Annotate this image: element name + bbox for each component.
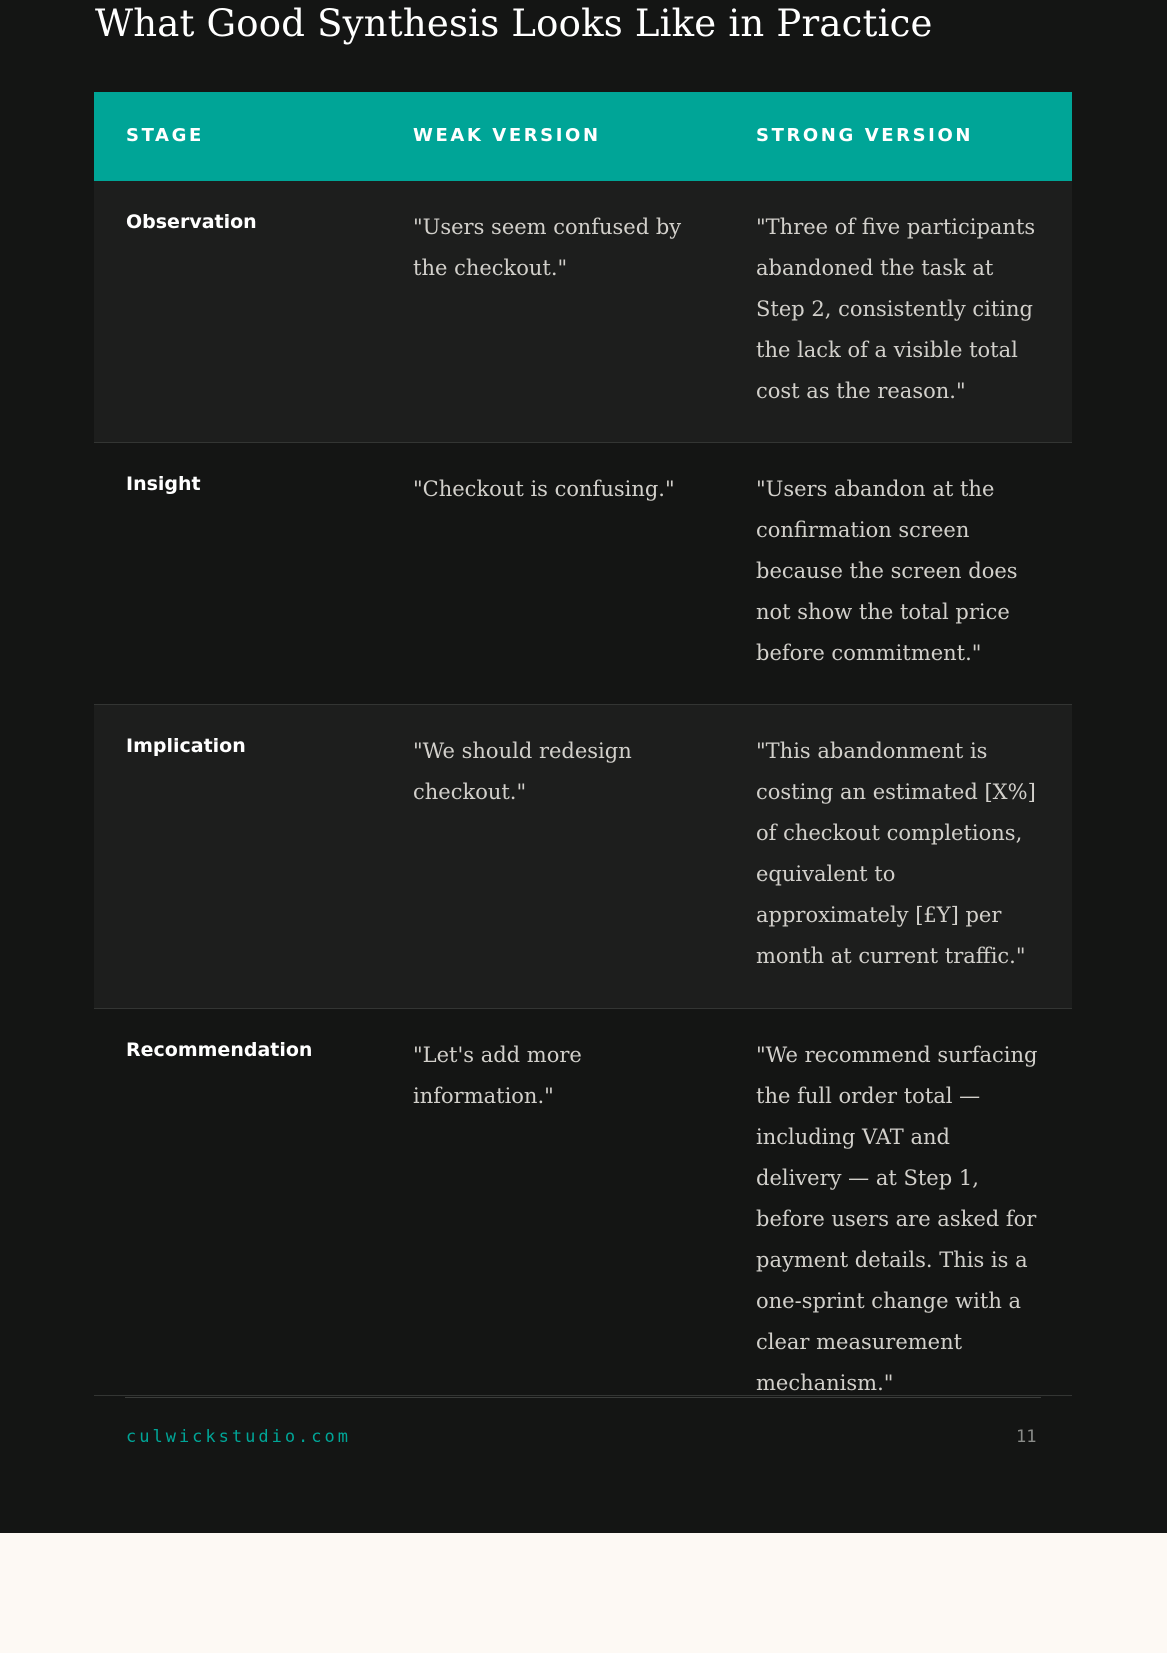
weak-version-text: "We should redesign checkout." xyxy=(413,739,632,804)
table-row xyxy=(94,181,1072,443)
table-header xyxy=(94,92,1072,181)
table-row xyxy=(94,705,1072,1009)
table-row xyxy=(94,443,1072,705)
table-row xyxy=(94,1009,1072,1396)
stage-label: Implication xyxy=(126,735,246,757)
weak-version-text: "Checkout is confusing." xyxy=(413,477,675,501)
footer-divider xyxy=(125,1397,1041,1398)
strong-version-text: "Users abandon at the confirmation screen because the screen does not show the total price before commitment." xyxy=(756,477,1018,665)
footer-website-link[interactable]: culwickstudio.com xyxy=(126,1427,351,1447)
page-title: What Good Synthesis Looks Like in Practice xyxy=(95,2,933,45)
strong-version-text: "Three of five participants abandoned the task at Step 2, consistently citing the lack of a visible total cost as the reason." xyxy=(756,215,1036,403)
header-weak-version: WEAK VERSION xyxy=(413,125,601,146)
weak-version-text: "Users seem confused by the checkout." xyxy=(413,215,682,280)
weak-version-text: "Let's add more information." xyxy=(413,1043,582,1108)
header-stage: STAGE xyxy=(126,125,204,146)
comparison-table xyxy=(94,92,1072,1396)
strong-version-text: "This abandonment is costing an estimated [X%] of checkout completions, equivalent to approximately [£Y] per month at current traffic." xyxy=(756,739,1036,968)
page-number: 11 xyxy=(1016,1427,1037,1447)
stage-label: Insight xyxy=(126,473,201,495)
stage-label: Recommendation xyxy=(126,1039,313,1061)
stage-label: Observation xyxy=(126,211,257,233)
strong-version-text: "We recommend surfacing the full order total — including VAT and delivery — at Step 1, before users are asked for payment details. This is a one-sprint change with a clear measurement mechanism." xyxy=(756,1043,1038,1395)
header-strong-version: STRONG VERSION xyxy=(756,125,974,146)
